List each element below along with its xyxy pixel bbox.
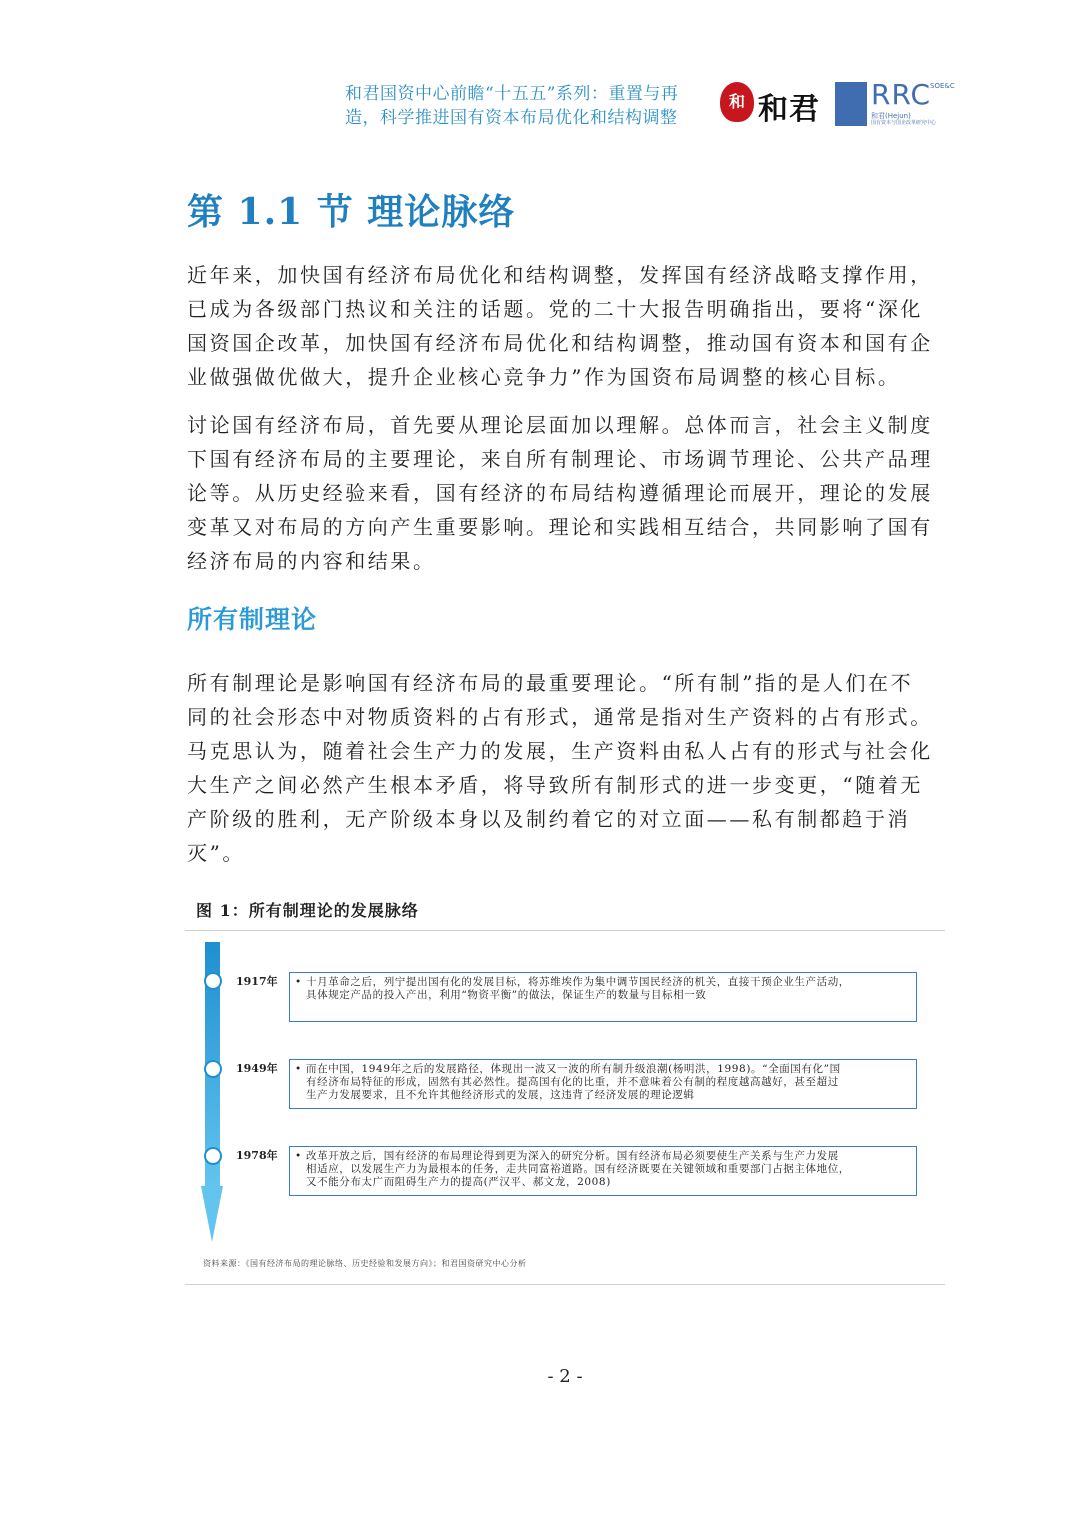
timeline-node xyxy=(204,1147,222,1165)
paragraph-line: 经济布局的内容和结果。 xyxy=(187,549,436,573)
hejun-logo xyxy=(720,80,830,126)
rrc-logo-subtitle: 和君(Hejun) xyxy=(871,112,911,120)
event-text-line: 而在中国，1949年之后的发展路径，体现出一波又一波的所有制升级浪潮(杨明洪，1998)。“全面国有化”国 xyxy=(306,1063,841,1075)
paragraph-line: 所有制理论是影响国有经济布局的最重要理论。“所有制”指的是人们在不 xyxy=(187,671,914,695)
paragraph-line: 下国有经济布局的主要理论，来自所有制理论、市场调节理论、公共产品理 xyxy=(187,447,933,471)
hejun-seal-icon: 和 xyxy=(720,82,754,122)
paragraph-line: 已成为各级部门热议和关注的话题。党的二十大报告明确指出，要将“深化 xyxy=(187,297,924,321)
paragraph-line: 灭”。 xyxy=(187,841,246,865)
paragraph-line: 马克思认为，随着社会生产力的发展，生产资料由私人占有的形式与社会化 xyxy=(187,739,933,763)
rrc-logo-block-icon xyxy=(835,82,867,126)
event-text-line: 生产力发展要求，且不允许其他经济形式的发展，这违背了经济发展的理论逻辑 xyxy=(306,1089,695,1101)
timeline-node xyxy=(204,972,222,990)
paragraph-line: 大生产之间必然产生根本矛盾，将导致所有制形式的进一步变更，“随着无 xyxy=(187,773,924,797)
page-number: - 2 - xyxy=(547,1366,583,1387)
timeline-year: 1917年 xyxy=(236,975,278,988)
paragraph-line: 产阶级的胜利，无产阶级本身以及制约着它的对立面——私有制都趋于消 xyxy=(187,807,911,831)
paragraph-line: 论等。从历史经验来看，国有经济的布局结构遵循理论而展开，理论的发展 xyxy=(187,481,933,505)
rrc-logo-subtitle-2: 国有资本与国企改革研究中心 xyxy=(871,120,937,126)
timeline-year: 1978年 xyxy=(236,1149,278,1162)
report-series-title-line-1: 和君国资中心前瞻“十五五”系列：重置与再 xyxy=(345,84,679,104)
event-text-line: 具体规定产品的投入产出，利用“物资平衡”的做法，保证生产的数量与目标相一致 xyxy=(306,989,707,1001)
paragraph-line: 讨论国有经济布局，首先要从理论层面加以理解。总体而言，社会主义制度 xyxy=(187,413,933,437)
paragraph-line: 国资国企改革，加快国有经济布局优化和结构调整，推动国有资本和国有企 xyxy=(187,331,933,355)
timeline-event-box xyxy=(289,1146,917,1196)
rrc-logo-superscript: SOE&C xyxy=(930,82,955,90)
timeline-event-box xyxy=(289,1059,917,1109)
report-series-title-line-2: 造，科学推进国有资本布局优化和结构调整 xyxy=(345,108,678,128)
section-title: 第 1.1 节 理论脉络 xyxy=(187,191,516,233)
bullet-icon: • xyxy=(295,1150,302,1162)
paragraph-line: 业做强做优做大，提升企业核心竞争力”作为国资布局调整的核心目标。 xyxy=(187,365,901,389)
figure-top-rule xyxy=(185,930,945,931)
paragraph-1 xyxy=(187,258,933,394)
paragraph-3 xyxy=(187,666,933,870)
report-series-title xyxy=(345,82,715,130)
event-text-line: 又不能分布太广而阻碍生产力的提高(严汉平、郝文龙，2008) xyxy=(306,1176,611,1188)
figure-caption: 图 1：所有制理论的发展脉络 xyxy=(196,901,419,920)
paragraph-2 xyxy=(187,408,933,578)
paragraph-line: 同的社会形态中对物质资料的占有形式，通常是指对生产资料的占有形式。 xyxy=(187,705,933,729)
event-text-line: 改革开放之后，国有经济的布局理论得到更为深入的研究分析。国有经济布局必须要使生产关系与生产力发展 xyxy=(306,1150,839,1162)
event-text-line: 相适应，以发展生产力为最根本的任务，走共同富裕道路。国有经济既要在关键领域和重要部门占据主体地位， xyxy=(306,1163,850,1175)
timeline-year: 1949年 xyxy=(236,1062,278,1075)
paragraph-line: 变革又对布局的方向产生重要影响。理论和实践相互结合，共同影响了国有 xyxy=(187,515,933,539)
paragraph-line: 近年来，加快国有经济布局优化和结构调整，发挥国有经济战略支撑作用， xyxy=(187,263,933,287)
timeline-event-box xyxy=(289,972,917,1022)
figure-bottom-rule xyxy=(185,1284,945,1285)
timeline-node xyxy=(204,1060,222,1078)
bullet-icon: • xyxy=(295,976,302,988)
rrc-logo-text: RRC xyxy=(871,78,932,111)
hejun-logo-text: 和君 xyxy=(758,92,820,127)
bullet-icon: • xyxy=(295,1063,302,1075)
event-text-line: 有经济布局特征的形成，固然有其必然性。提高国有化的比重，并不意味着公有制的程度越高越好，甚至超过 xyxy=(306,1076,839,1088)
figure-source: 资料来源：《国有经济布局的理论脉络、历史经验和发展方向》；和君国资研究中心分析 xyxy=(203,1259,527,1268)
timeline-arrow-icon xyxy=(201,1186,223,1242)
event-text-line: 十月革命之后，列宁提出国有化的发展目标，将苏维埃作为集中调节国民经济的机关，直接干预企业生产活动， xyxy=(306,976,850,988)
rrc-logo xyxy=(835,78,955,128)
subheading-ownership-theory: 所有制理论 xyxy=(187,605,318,634)
